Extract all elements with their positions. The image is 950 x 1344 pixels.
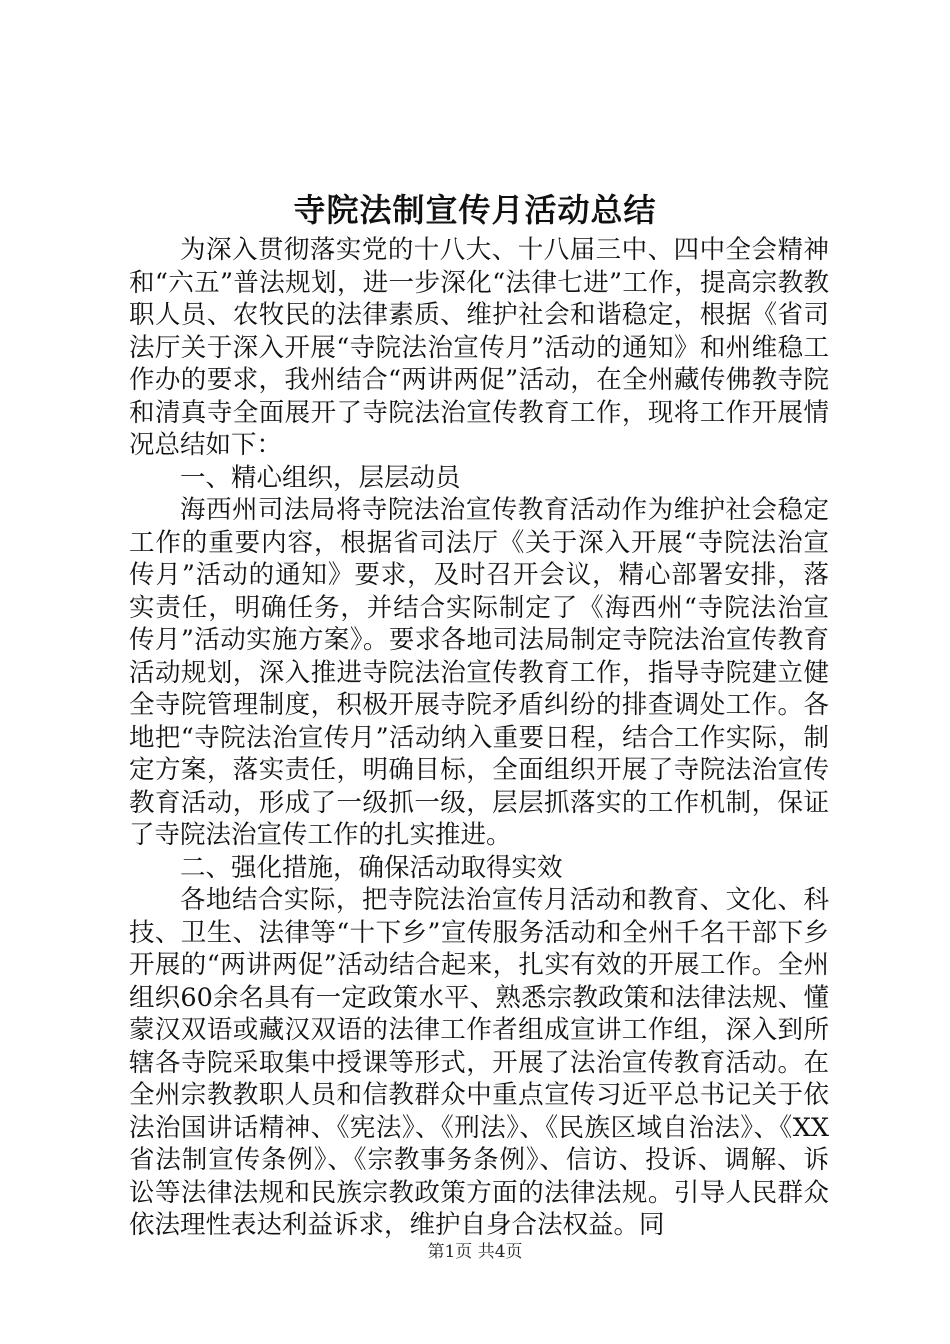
section-heading-1: 一、精心组织，层层动员: [180, 462, 461, 493]
section-2-paragraph: 各地结合实际，把寺院法治宣传月活动和教育、文化、科技、卫生、法律等“十下乡”宣传服务活动和全州千名干部下乡开展的“两讲两促”活动结合起来，扎实有效的开展工作。全州组织60余名具有一定政策水平、熟悉宗教政策和法律法规、懂蒙汉双语或藏汉双语的法律工作者组成宣讲工作组，深入到所辖各寺院采取集中授课等形式，开展了法治宣传教育活动。在全州宗教教职人员和信教群众中重点宣传习近平总书记关于依法治国讲话精神、《宪法》、《刑法》、《民族区域自治法》、《XX省法制宣传条例》、《宗教事务条例》、信访、投诉、调解、诉讼等法律法规和民族宗教政策方面的法律法规。引导人民群众依法理性表达利益诉求，维护自身合法权益。同: [129, 885, 829, 1240]
page-footer: 第1页 共4页: [427, 1242, 523, 1262]
section-1-paragraph: 海西州司法局将寺院法治宣传教育活动作为维护社会稳定工作的重要内容，根据省司法厅《关于深入开展“寺院法治宣传月”活动的通知》要求，及时召开会议，精心部署安排，落实责任，明确任务，并结合实际制定了《海西州“寺院法治宣传月”活动实施方案》。要求各地司法局制定寺院法治宣传教育活动规划，深入推进寺院法治宣传教育工作，指导寺院建立健全寺院管理制度，积极开展寺院矛盾纠纷的排查调处工作。各地把“寺院法治宣传月”活动纳入重要日程，结合工作实际，制定方案，落实责任，明确目标，全面组织开展了寺院法治宣传教育活动，形成了一级抓一级，层层抓落实的工作机制，保证了寺院法治宣传工作的扎实推进。: [129, 495, 829, 850]
intro-paragraph: 为深入贯彻落实党的十八大、十八届三中、四中全会精神和“六五”普法规划，进一步深化“法律七进”工作，提高宗教教职人员、农牧民的法律素质、维护社会和谐稳定，根据《省司法厅关于深入开展“寺院法治宣传月”活动的通知》和州维稳工作办的要求，我州结合“两讲两促”活动，在全州藏传佛教寺院和清真寺全面展开了寺院法治宣传教育工作，现将工作开展情况总结如下：: [129, 235, 829, 460]
document-body: [129, 234, 829, 1242]
section-heading-2: 二、强化措施，确保活动取得实效: [180, 852, 563, 883]
document-title: 寺院法制宣传月活动总结: [293, 191, 657, 229]
